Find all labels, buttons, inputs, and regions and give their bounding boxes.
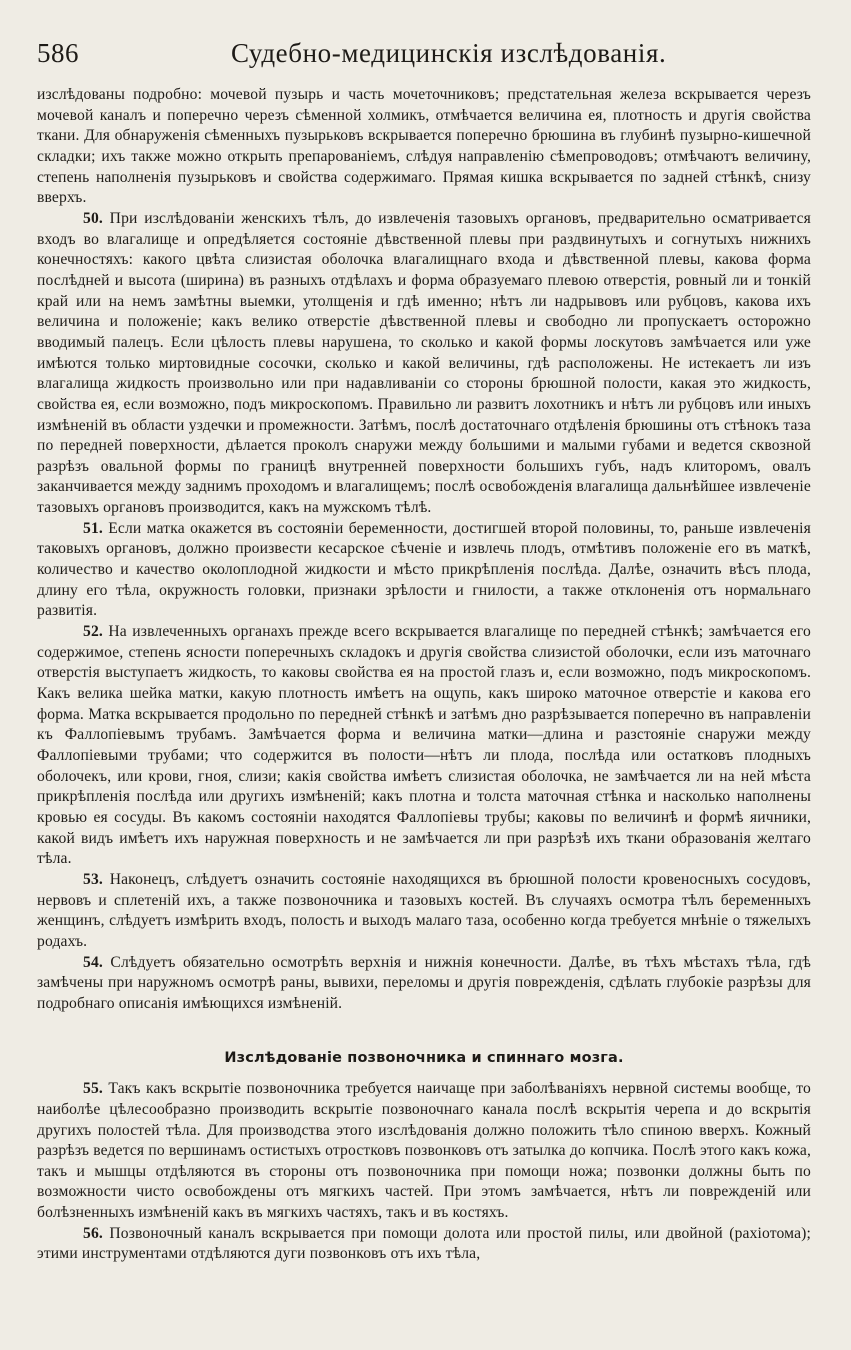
paragraph-54 bbox=[37, 953, 811, 1015]
paragraph-50 bbox=[37, 209, 811, 519]
paragraph-number: 50. bbox=[83, 209, 103, 227]
paragraph-56 bbox=[37, 1224, 811, 1265]
paragraph-51 bbox=[37, 519, 811, 622]
paragraph-number: 54. bbox=[83, 953, 103, 971]
paragraph-text: Если матка окажется въ состояніи беременности, достигшей второй половины, то, раньше извлеченія таковыхъ органовъ, должно произвести кесарское сѣченіе и извлечь плодъ, отмѣтивъ положеніе его въ маткѣ, количество и качество околоплодной жидкости и мѣсто прикрѣпленія послѣда. Далѣе, означить вѣсъ плода, длину его тѣла, окружность головки, признаки зрѣлости и гнилости, а также отклоненія отъ нормальнаго развитія. bbox=[37, 519, 811, 620]
paragraph-number: 52. bbox=[83, 623, 103, 641]
paragraph-55 bbox=[37, 1079, 811, 1224]
paragraph-52 bbox=[37, 622, 811, 870]
paragraph-text: Позвоночный каналъ вскрывается при помощи долота или простой пилы, или двойной (рахіотома); этими инструментами отдѣляются дуги позвонковъ отъ ихъ тѣла, bbox=[37, 1224, 811, 1263]
paragraph-number: 53. bbox=[83, 870, 103, 888]
paragraph-text: Слѣдуетъ обязательно осмотрѣть верхнія и нижнія конечности. Далѣе, въ тѣхъ мѣстахъ тѣла, гдѣ замѣчены при наружномъ осмотрѣ раны, вывихи, переломы и другія поврежденія, сдѣлать глубокіе разрѣзы для подробнаго описанія имѣющихся измѣненій. bbox=[37, 953, 811, 1012]
paragraph-text: Такъ какъ вскрытіе позвоночника требуется наичаще при заболѣваніяхъ нервной системы вообще, то наиболѣе цѣлесообразно производить вскрытіе позвоночнаго канала послѣ вскрытія черепа и до вскрытія другихъ полостей тѣла. Для производства этого изслѣдованія должно положить тѣло спиною вверхъ. Кожный разрѣзъ ведется по вершинамъ остистыхъ отростковъ позвонковъ отъ затылка до копчика. Послѣ этого какъ кожа, такъ и мышцы отдѣляются въ стороны отъ позвоночника при помощи ножа; позвонки должны быть по возможности чисто освобождены отъ мягкихъ частей. При этомъ замѣчается, нѣтъ ли поврежденій или болѣзненныхъ измѣненій какъ въ мягкихъ частяхъ, такъ и въ костяхъ. bbox=[37, 1080, 811, 1222]
running-head bbox=[37, 38, 811, 69]
paragraph-text: При изслѣдованіи женскихъ тѣлъ, до извлеченія тазовыхъ органовъ, предварительно осматривается входъ во влагалище и опредѣляется состояніе дѣвственной плевы при раздвинутыхъ и согнутыхъ нижнихъ конечностяхъ: какого цвѣта слизистая оболочка влагалищнаго входа и дѣвственной плевы, какова форма послѣдней и высота (ширина) въ разныхъ отдѣлахъ и форма образуемаго плевою отверстія, ровный ли и тонкій край или на немъ замѣтны выемки, утолщенія и гдѣ именно; нѣтъ ли надрывовъ или рубцовъ, какова ихъ величина и положеніе; какъ велико отверстіе дѣвственной плевы и свободно ли пропускаетъ осторожно вводимый палецъ. Если цѣлость плевы нарушена, то сколько и какой формы лоскутовъ замѣчается или уже имѣются только миртовидные сосочки, сколько и какой величины, гдѣ расположены. Не истекаетъ ли изъ влагалища жидкость произвольно или при надавливаніи со стороны брюшной полости, какая это жидкость, свойства ея, если возможно, подъ микроскопомъ. Правильно ли развитъ лохотникъ и нѣтъ ли рубцовъ или иныхъ измѣненій въ области уздечки и промежности. Затѣмъ, послѣ достаточнаго отдѣленія брюшины отъ стѣнокъ таза по передней поверхности, дѣлается проколъ снаружи между большими и малыми губами и ведется сквозной разрѣзъ овальной формы по границѣ внутренней поверхности большихъ губъ, надъ клиторомъ, овалъ заканчивается между заднимъ проходомъ и влагалищемъ; послѣ освобожденія влагалища дальнѣйшее извлеченіе тазовыхъ органовъ производится, какъ на мужскомъ тѣлѣ. bbox=[37, 209, 811, 517]
body-text bbox=[37, 85, 811, 1265]
page-number: 586 bbox=[37, 38, 79, 68]
paragraph-number: 56. bbox=[83, 1224, 103, 1242]
paragraph-53 bbox=[37, 870, 811, 953]
paragraph-text: Наконецъ, слѣдуетъ означить состояніе находящихся въ брюшной полости кровеносныхъ сосудовъ, нервовъ и сплетеній ихъ, а также позвоночника и тазовыхъ костей. Въ случаяхъ осмотра тѣлъ беременныхъ женщинъ, слѣдуетъ измѣрить входъ, полость и выходъ малаго таза, особенно когда требуется мнѣніе о тяжелыхъ родахъ. bbox=[37, 870, 811, 950]
paragraph-text: На извлеченныхъ органахъ прежде всего вскрывается влагалище по передней стѣнкѣ; замѣчается его содержимое, степень ясности поперечныхъ складокъ и другія свойства слизистой оболочки, если изъ маточнаго отверстія выступаетъ жидкость, то каковы свойства ея на простой глазъ и, если возможно, подъ микроскопомъ. Какъ велика шейка матки, какую плотность имѣетъ на ощупь, какъ широко маточное отверстіе и какова его форма. Матка вскрывается продольно по передней стѣнкѣ и затѣмъ дно разрѣзывается поперечно въ направленіи къ Фаллопіевымъ трубамъ. Замѣчается форма и величина матки—длина и разстояніе снаружи между Фаллопіевыми трубами; что содержится въ полости—нѣтъ ли плода, послѣда или остатковъ плодныхъ оболочекъ, или крови, гноя, слизи; какія свойства имѣетъ слизистая оболочка, не замѣчается ли на ней мѣста прикрѣпленія послѣда или другихъ измѣненій; какъ плотна и толста маточная стѣнка и насколько наполнены кровью ея сосуды. Въ какомъ состояніи находятся Фаллопіевы трубы; каковы по величинѣ и формѣ яичники, какой видъ имѣетъ ихъ наружная поверхность и не замѣчается ли при разрѣзѣ ихъ ткани образованія желтаго тѣла. bbox=[37, 623, 811, 868]
paragraph-number: 55. bbox=[83, 1080, 103, 1098]
continuation-paragraph: изслѣдованы подробно: мочевой пузырь и часть мочеточниковъ; предстательная железа вскрывается черезъ мочевой каналъ и поперечно черезъ сѣменной холмикъ, отмѣчается величина ея, плотность и другія свойства ткани. Для обнаруженія сѣменныхъ пузырьковъ вскрывается поперечно брюшина въ глубинѣ пузырно-кишечной складки; ихъ также можно открыть препарованіемъ, слѣдуя направленію сѣмепроводовъ; отмѣчаютъ величину, степень наполненія пузырьковъ и свойства содержимаго. Прямая кишка вскрывается по задней стѣнкѣ, снизу вверхъ. bbox=[37, 86, 811, 207]
section-heading: Изслѣдованіе позвоночника и спиннаго мозга. bbox=[224, 1049, 624, 1066]
running-title: Судебно-медицинскія изслѣдованія. bbox=[231, 38, 667, 68]
paragraph-number: 51. bbox=[83, 519, 103, 537]
